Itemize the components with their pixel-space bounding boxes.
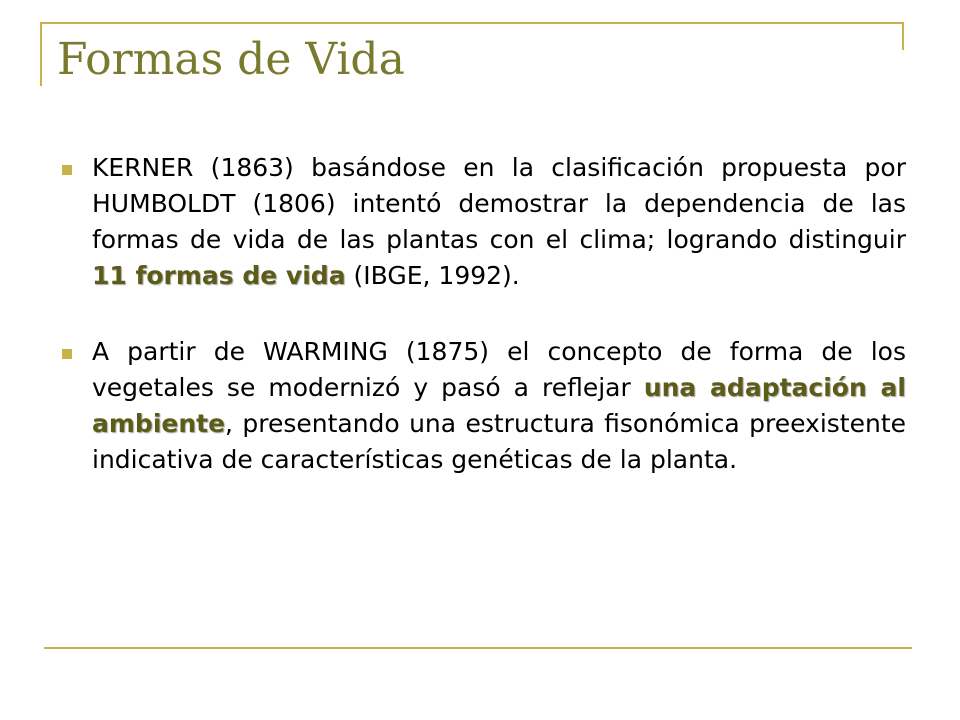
frame-bottom-line bbox=[44, 647, 912, 649]
frame-top-line bbox=[40, 22, 904, 24]
frame-right-line bbox=[902, 22, 904, 50]
bullet-emphasis: una adaptación al ambiente bbox=[92, 373, 906, 438]
bullet-text-after: (IBGE, 1992). bbox=[345, 261, 520, 290]
frame-left-line bbox=[40, 22, 42, 86]
bullet-item-warming bbox=[62, 334, 906, 478]
bullet-list bbox=[62, 150, 906, 478]
bullet-item-kerner bbox=[62, 150, 906, 294]
bullet-text-before: A partir de WARMING (1875) el concepto de forma de los vegetales se modernizó y pasó a reflejar bbox=[92, 337, 906, 402]
slide-title: Formas de Vida bbox=[57, 34, 405, 85]
bullet-emphasis: 11 formas de vida bbox=[92, 261, 346, 290]
square-bullet-icon bbox=[62, 349, 72, 359]
bullet-text-before: KERNER (1863) basándose en la clasificación propuesta por HUMBOLDT (1806) intentó demostrar la dependencia de las formas de vida de las plantas con el clima; logrando distinguir bbox=[92, 153, 906, 254]
bullet-text-after: , presentando una estructura fisonómica preexistente indicativa de características genéticas de la planta. bbox=[92, 409, 906, 474]
square-bullet-icon bbox=[62, 165, 72, 175]
